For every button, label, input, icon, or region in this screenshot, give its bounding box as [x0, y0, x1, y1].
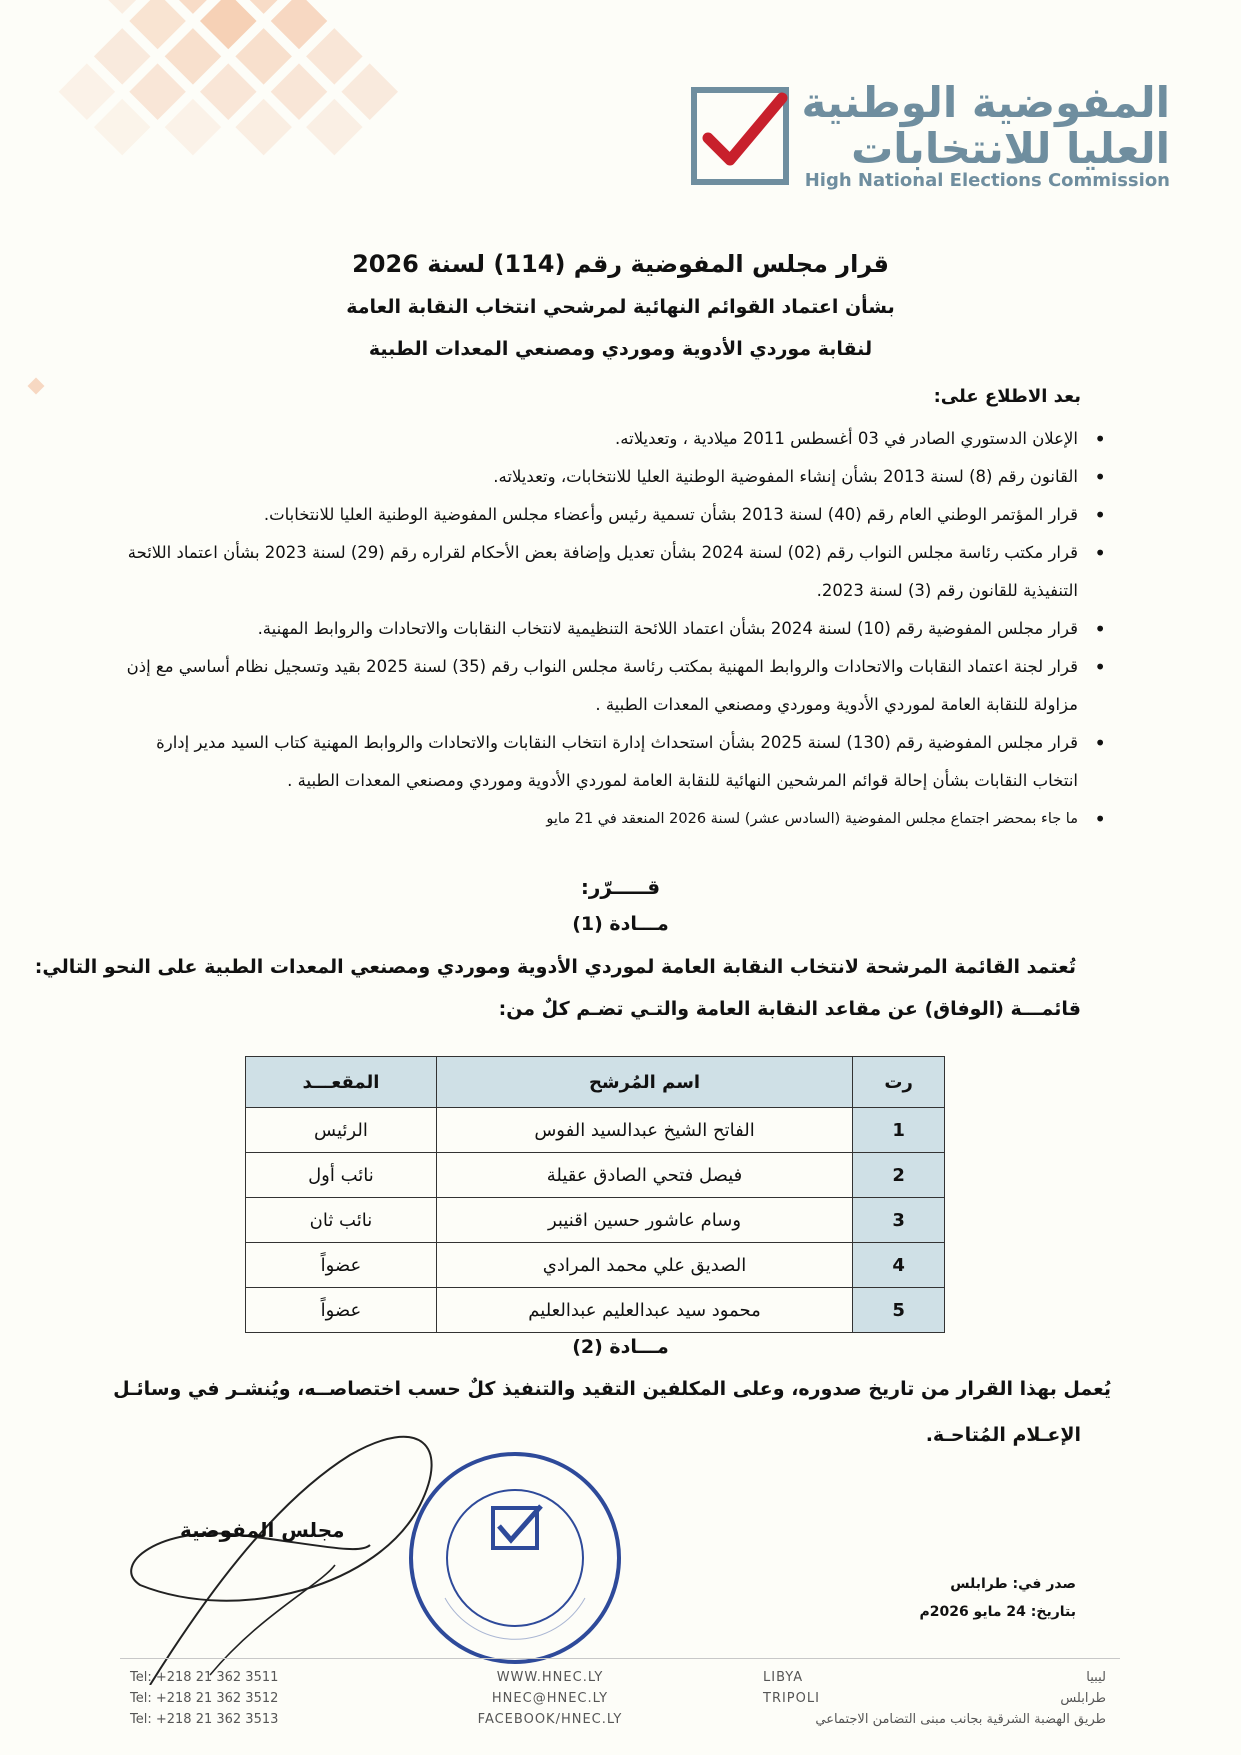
- logo-arabic-line1: المفوضية الوطنية: [801, 78, 1170, 127]
- footer-address-ar: طريق الهضبة الشرقية بجانب مبنى التضامن الاجتماعي: [815, 1712, 1106, 1727]
- row-number: 3: [853, 1198, 945, 1243]
- footer-country-en: LIBYA: [763, 1670, 804, 1685]
- article-1-text: تُعتمد القائمة المرشحة لانتخاب النقابة العامة لموردي الأدوية وموردي ومصنعي المعدات الطبية على النحو التالي:: [34, 956, 1076, 978]
- article-2-heading: مـــادة (2): [572, 1336, 669, 1358]
- table-row: [246, 1288, 945, 1333]
- candidate-seat: عضواً: [246, 1243, 437, 1288]
- issued-place: صدر في: طرابلس: [950, 1576, 1076, 1592]
- footer-phone: Tel: +218 21 362 3511: [130, 1670, 279, 1685]
- col-name-header: اسم المُرشح: [436, 1057, 852, 1108]
- table-row: [246, 1198, 945, 1243]
- article-1-heading: مـــادة (1): [572, 913, 669, 935]
- footer-phone: Tel: +218 21 362 3512: [130, 1691, 279, 1706]
- row-number: 5: [853, 1288, 945, 1333]
- candidate-name: وسام عاشور حسين اقنيبر: [436, 1198, 852, 1243]
- candidate-name: الفاتح الشيخ عبدالسيد الفوس: [436, 1108, 852, 1153]
- table-row: [246, 1243, 945, 1288]
- footer-city-en: TRIPOLI: [763, 1691, 820, 1706]
- preamble-item: • الإعلان الدستوري الصادر في 03 أغسطس 2011 ميلادية ، وتعديلاته.: [110, 420, 1106, 458]
- preamble-item: • قرار مجلس المفوضية رقم (130) لسنة 2025 بشأن استحداث إدارة انتخاب النقابات والاتحادات والروابط المهنية كتاب السيد مدير إدارة انتخاب النقابات بشأن إحالة قوائم المرشحين النهائية للنقابة العامة لموردي الأدوية وموردي ومصنعي المعدات الطبية .: [110, 724, 1106, 800]
- footer-phone: Tel: +218 21 362 3513: [130, 1712, 279, 1727]
- candidate-name: فيصل فتحي الصادق عقيلة: [436, 1153, 852, 1198]
- official-seal: [405, 1448, 625, 1668]
- preamble-intro: بعد الاطلاع على:: [933, 386, 1081, 407]
- article-2-text-line2: الإعـلام المُتاحـة.: [925, 1424, 1081, 1446]
- council-signature-label: مجلس المفوضية: [180, 1518, 345, 1542]
- preamble-item: • قرار مكتب رئاسة مجلس النواب رقم (02) لسنة 2024 بشأن تعديل وإضافة بعض الأحكام لقراره رقم (29) لسنة 2023 بشأن اعتماد اللائحة التنفيذية للقانون رقم (3) لسنة 2023.: [110, 534, 1106, 610]
- candidate-seat: نائب ثان: [246, 1198, 437, 1243]
- checkbox-logo-icon: [690, 86, 790, 186]
- preamble-list: [110, 420, 1106, 838]
- preamble-item: • قرار المؤتمر الوطني العام رقم (40) لسنة 2013 بشأن تسمية رئيس وأعضاء مجلس المفوضية الوطنية العليا للانتخابات.: [110, 496, 1106, 534]
- preamble-item: • قرار لجنة اعتماد النقابات والاتحادات والروابط المهنية بمكتب رئاسة مجلس النواب رقم (35) لسنة 2025 بقيد وتسجيل نظام أساسي مع إذن مزاولة للنقابة العامة لموردي الأدوية وموردي ومصنعي المعدات الطبية .: [110, 648, 1106, 724]
- candidate-seat: عضواً: [246, 1288, 437, 1333]
- footer-facebook: FACEBOOK/HNEC.LY: [477, 1712, 623, 1727]
- footer-email: HNEC@HNEC.LY: [491, 1691, 609, 1706]
- logo-arabic-line2: العليا للانتخابات: [851, 124, 1170, 173]
- decision-subtitle-2: لنقابة موردي الأدوية وموردي ومصنعي المعدات الطبية: [368, 338, 873, 360]
- candidate-name: محمود سيد عبدالعليم عبدالعليم: [436, 1288, 852, 1333]
- hnec-logo: [690, 78, 1170, 198]
- col-number-header: رت: [853, 1057, 945, 1108]
- decides-heading: قـــــرّر:: [580, 875, 661, 899]
- article-2-text-line1: يُعمل بهذا القرار من تاريخ صدوره، وعلى المكلفين التقيد والتنفيذ كلٌ حسب اختصاصــه، ويُنشـر في وسائـل: [113, 1378, 1111, 1400]
- row-number: 4: [853, 1243, 945, 1288]
- logo-english: High National Elections Commission: [804, 170, 1170, 191]
- footer-country-ar: ليبيا: [1086, 1670, 1106, 1685]
- footer-divider: [120, 1658, 1120, 1659]
- preamble-item: • قرار مجلس المفوضية رقم (10) لسنة 2024 بشأن اعتماد اللائحة التنظيمية لانتخاب النقابات والاتحادات والروابط المهنية.: [110, 610, 1106, 648]
- table-row: [246, 1108, 945, 1153]
- table-header-row: [246, 1057, 945, 1108]
- candidate-seat: الرئيس: [246, 1108, 437, 1153]
- preamble-item: • القانون رقم (8) لسنة 2013 بشأن إنشاء المفوضية الوطنية العليا للانتخابات، وتعديلاته.: [110, 458, 1106, 496]
- row-number: 2: [853, 1153, 945, 1198]
- candidate-name: الصديق علي محمد المرادي: [436, 1243, 852, 1288]
- candidates-table: [245, 1056, 945, 1333]
- decision-subtitle-1: بشأن اعتماد القوائم النهائية لمرشحي انتخاب النقابة العامة: [346, 296, 895, 318]
- candidate-seat: نائب أول: [246, 1153, 437, 1198]
- row-number: 1: [853, 1108, 945, 1153]
- footer-website: WWW.HNEC.LY: [496, 1670, 604, 1685]
- issued-date: بتاريخ: 24 مايو 2026م: [919, 1604, 1076, 1620]
- table-row: [246, 1153, 945, 1198]
- col-seat-header: المقعـــد: [246, 1057, 437, 1108]
- decision-title: قرار مجلس المفوضية رقم (114) لسنة 2026: [352, 250, 889, 278]
- footer-city-ar: طرابلس: [1060, 1691, 1106, 1706]
- preamble-item: • ما جاء بمحضر اجتماع مجلس المفوضية (السادس عشر) لسنة 2026 المنعقد في 21 مايو: [110, 800, 1106, 838]
- list-intro: قائمـــة (الوفاق) عن مقاعد النقابة العامة والتـي تضـم كلٌ من:: [498, 998, 1081, 1020]
